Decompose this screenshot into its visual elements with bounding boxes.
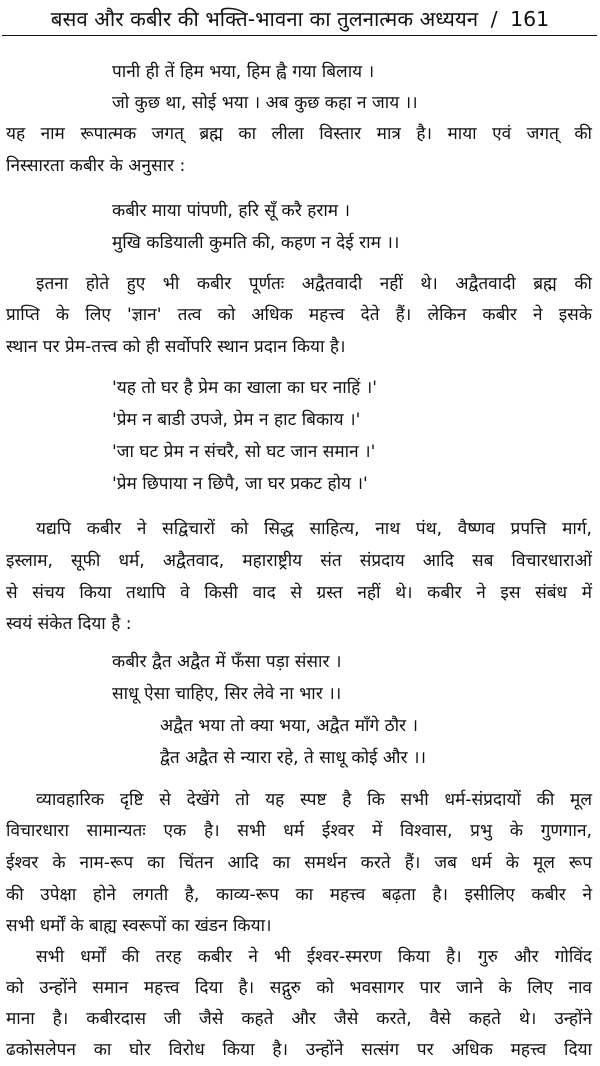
paragraph-line: इस्लाम, सूफी धर्म, अद्वैतवाद, महाराष्ट्रीय संत संप्रदाय आदि सब विचारधाराओं [6, 551, 592, 571]
paragraph-line: स्थान पर प्रेम-तत्त्व को ही सर्वोपरि स्थान प्रदान किया है। [6, 337, 346, 357]
quote-line: 'प्रेम छिपाया न छिपै, जा घर प्रकट होय ।' [112, 474, 368, 494]
paragraph-line: से संचय किया तथापि वे किसी वाद से ग्रस्त नहीं थे। कबीर ने इस संबंध में [6, 583, 592, 603]
paragraph-line: माना है। कबीरदास जी जैसे कहते और जैसे करते, वैसे कहते थे। उन्होंने [6, 1009, 592, 1029]
couplet-line: पानी ही तें हिम भया, हिम ह्वै गया बिलाय । [112, 62, 375, 82]
paragraph-line: व्यावहारिक दृष्टि से देखेंगे तो यह स्पष्ट है कि सभी धर्म-संप्रदायों की मूल [36, 790, 592, 810]
running-header [0, 2, 600, 36]
paragraph-line: विचारधारा सामान्यतः एक है। सभी धर्म ईश्वर में विश्वास, प्रभु के गुणगान, [6, 821, 592, 841]
paragraph-line: की उपेक्षा होने लगती है, काव्य-रूप का महत्त्व बढ़ता है। इसीलिए कबीर ने [6, 885, 592, 905]
couplet-line: अद्वैत भया तो क्या भया, अद्वैत माँगे ठौर । [160, 716, 419, 736]
couplet-line: जो कुछ था, सोई भया । अब कुछ कहा न जाय ।। [112, 93, 418, 113]
paragraph-line: को उन्होंने समान महत्त्व दिया है। सद्गुरु को भवसागर पार जाने के लिए नाव [6, 978, 592, 998]
couplet-line: मुखि कडियाली कुमति की, कहण न देई राम ।। [112, 233, 400, 253]
paragraph-line: यह नाम रूपात्मक जगत् ब्रह्म का लीला विस्तार मात्र है। माया एवं जगत् की [6, 124, 592, 144]
paragraph-line: स्वयं संकेत दिया है : [6, 614, 132, 634]
couplet-line: साधू ऐसा चाहिए, सिर लेवे ना भार ।। [112, 684, 342, 704]
page-number: 161 [510, 7, 550, 31]
quote-line: 'यह तो घर है प्रेम का खाला का घर नाहिं ।' [112, 378, 377, 398]
paragraph-line: इतना होते हुए भी कबीर पूर्णतः अद्वैतवादी नहीं थे। अद्वैतवादी ब्रह्म की [36, 274, 592, 294]
paragraph-line: ढकोसलेपन का घोर विरोध किया है। उन्होंने सत्संग पर अधिक महत्त्व दिया [6, 1040, 592, 1060]
couplet-line: कबीर माया पांपणी, हरि सूँ करै हराम । [112, 201, 351, 221]
header-separator: / [490, 7, 498, 31]
paragraph-line: सभी धर्मों की तरह कबीर ने भी ईश्वर-स्मरण किया है। गुरु और गोविंद [36, 947, 592, 967]
paragraph-line: सभी धर्मों के बाह्य स्वरूपों का खंडन किया। [6, 916, 272, 936]
quote-line: 'जा घट प्रेम न संचरै, सो घट जान समान ।' [112, 442, 376, 462]
header-rule [2, 35, 597, 36]
paragraph-line: ईश्वर के नाम-रूप का चिंतन आदि का समर्थन करते हैं। जब धर्म के मूल रूप [6, 853, 592, 873]
paragraph-line: प्राप्ति के लिए 'ज्ञान' तत्व को अधिक महत्त्व देते हैं। लेकिन कबीर ने इसके [6, 305, 592, 325]
quote-line: 'प्रेम न बाडी उपजे, प्रेम न हाट बिकाय ।' [112, 410, 361, 430]
couplet-line: कबीर द्वैत अद्वैत में फँसा पड़ा संसार । [112, 652, 342, 672]
paragraph-line: यद्यपि कबीर ने सद्विचारों को सिद्ध साहित्य, नाथ पंथ, वैष्णव प्रपत्ति मार्ग, [36, 519, 592, 539]
paragraph-line: निस्सारता कबीर के अनुसार : [6, 156, 186, 176]
header-title: बसव और कबीर की भक्ति-भावना का तुलनात्मक अध्ययन [50, 7, 479, 31]
couplet-line: द्वैत अद्वैत से न्यारा रहे, ते साधू कोई और ।। [160, 748, 427, 768]
